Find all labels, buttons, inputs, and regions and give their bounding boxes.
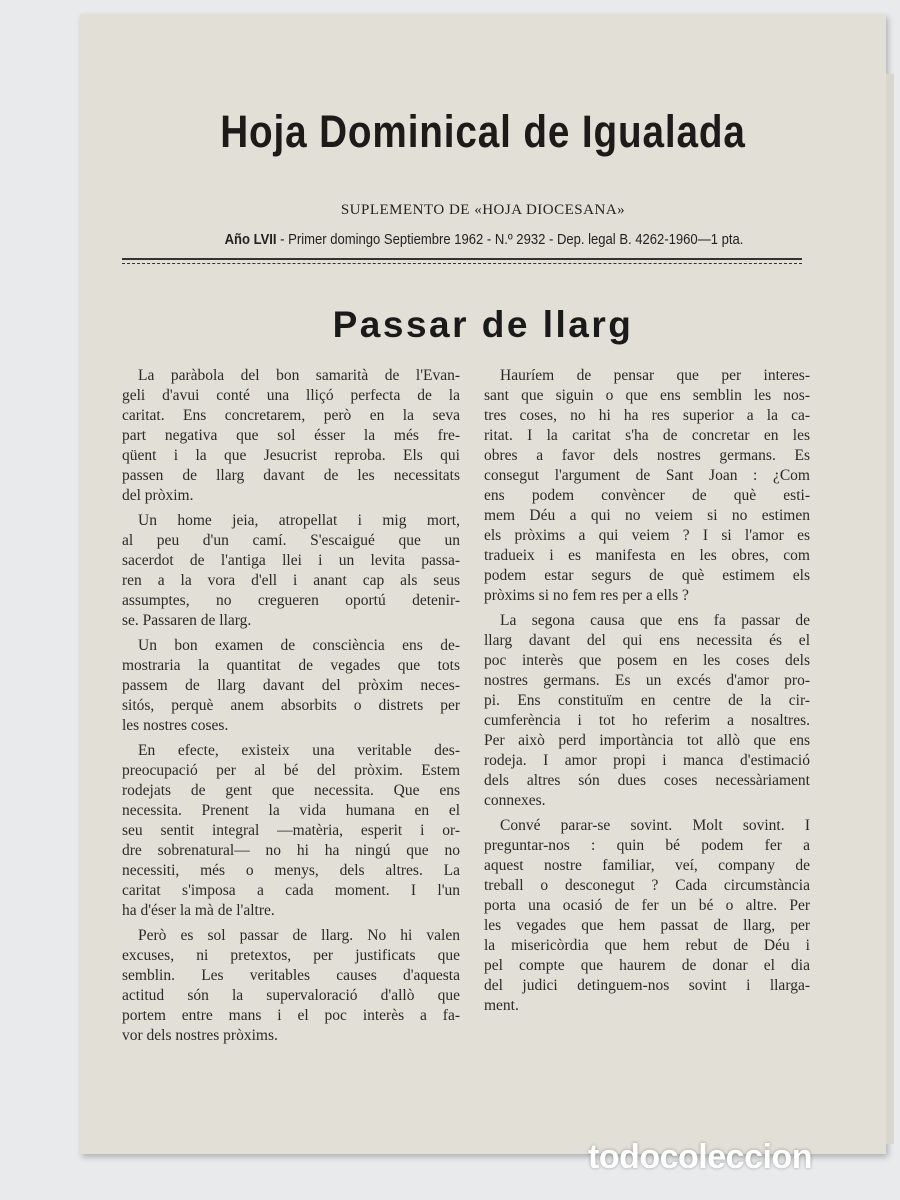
text-line: les vegades que hem passat de llarg, per <box>484 917 810 934</box>
masthead-title: Hoja Dominical de Igualada <box>220 106 746 157</box>
paragraph <box>484 816 810 1016</box>
right-column <box>484 366 810 1021</box>
paragraph <box>122 636 460 736</box>
text-line: geli d'avui conté una lliçó perfecta de la <box>122 387 460 404</box>
text-line: del pròxim. <box>122 487 194 504</box>
issue-info <box>158 232 810 248</box>
left-column <box>122 366 460 1051</box>
text-line: obres a favor dels nostres germans. Es <box>484 447 810 464</box>
text-line: llarg davant del qui ens necessita és el <box>484 632 810 649</box>
text-line: Hauríem de pensar que per interes- <box>500 367 810 384</box>
text-line: caritat. Ens concretarem, però en la seva <box>122 407 460 424</box>
text-line: passen de llarg davant de les necessitats <box>122 467 460 484</box>
text-line: La paràbola del bon samarità de l'Evan- <box>138 367 460 384</box>
text-line: En efecte, existeix una veritable des- <box>138 742 460 759</box>
masthead-divider <box>122 258 802 264</box>
article-heading: Passar de llarg <box>332 304 634 345</box>
text-line: nostres germans. Es un excés d'amor pro- <box>484 672 810 689</box>
text-line: semblin. Les veritables causes d'aquesta <box>122 967 460 984</box>
text-line: mostraria la quantitat de vegades que tots <box>122 657 460 674</box>
text-line: pi. Ens constituïm en centre de la cir- <box>484 692 810 709</box>
text-line: dels altres són dues coses necessàriament <box>484 772 810 789</box>
text-line: sacerdot de l'antiga llei i un levita passa- <box>122 552 460 569</box>
text-line: la misericòrdia que hem rebut de Déu i <box>484 937 810 954</box>
text-line: els pròxims a qui veiem ? I si l'amor es <box>484 527 810 544</box>
text-line: mem Déu a qui no veiem si no estimen <box>484 507 810 524</box>
text-line: ens podem convèncer de què esti- <box>484 487 810 504</box>
masthead-subtitle: SUPLEMENTO DE «HOJA DIOCESANA» <box>340 202 626 218</box>
text-line: caritat s'imposa a cada moment. I l'un <box>122 882 460 899</box>
text-line: pel compte que haurem de donar el dia <box>484 957 810 974</box>
text-line: passem de llarg davant del pròxim neces- <box>122 677 460 694</box>
text-line: preocupació per al bé del pròxim. Estem <box>122 762 460 779</box>
text-line: preguntar-nos : quin bé podem fer a <box>484 837 810 854</box>
text-line: aquest nostre familiar, veí, company de <box>484 857 810 874</box>
text-line: rodeja. I amor propi i manca d'estimació <box>484 752 810 769</box>
paragraph <box>484 611 810 811</box>
text-line: tres coses, no hi ha res superior a la ca- <box>484 407 810 424</box>
text-line: del judici detinguem-nos sovint i llarga- <box>484 977 810 994</box>
text-line: pròxims si no fem res per a ells ? <box>484 587 689 604</box>
text-line: qüent i la que Jesucrist reproba. Els qui <box>122 447 460 464</box>
text-line: consegut l'argument de Sant Joan : ¿Com <box>484 467 810 484</box>
paragraph <box>122 741 460 921</box>
text-line: ritat. I la caritat s'ha de concretar en les <box>484 427 810 444</box>
text-line: necessita. Prenent la vida humana en el <box>122 802 460 819</box>
text-line: ha d'éser la mà de l'altre. <box>122 902 275 919</box>
text-line: Un bon examen de consciència ens de- <box>138 637 460 654</box>
text-line: excuses, ni pretextos, per justificats que <box>122 947 460 964</box>
paragraph <box>122 511 460 631</box>
issue-year: Año LVII <box>224 232 277 248</box>
paragraph <box>122 366 460 506</box>
text-line: Però es sol passar de llarg. No hi valen <box>138 927 460 944</box>
text-line: se. Passaren de llarg. <box>122 612 252 629</box>
text-line: podem estar segurs de què estimem els <box>484 567 810 584</box>
text-line: Convé parar-se sovint. Molt sovint. I <box>500 817 810 834</box>
text-line: poc interès que posem en les coses dels <box>484 652 810 669</box>
paragraph <box>122 926 460 1046</box>
text-line: treball o desconegut ? Cada circumstància <box>484 877 810 894</box>
text-line: al peu d'un camí. S'escaigué que un <box>122 532 460 549</box>
issue-details: - Primer domingo Septiembre 1962 - N.º 2932 - Dep. legal B. 4262-1960—1 pta. <box>276 232 744 248</box>
text-line: seu sentit integral —matèria, esperit i or- <box>122 822 460 839</box>
newspaper-page <box>80 14 886 1154</box>
text-line: les nostres coses. <box>122 717 229 734</box>
text-line: assumptes, no cregueren oportú detenir- <box>122 592 460 609</box>
text-line: dre sobrenatural— no hi ha ningú que no <box>122 842 460 859</box>
text-line: ren a la vora d'ell i anant cap als seus <box>122 572 460 589</box>
text-line: sant que siguin o que ens semblin les nos- <box>484 387 810 404</box>
text-line: Un home jeia, atropellat i mig mort, <box>138 512 460 529</box>
text-line: connexes. <box>484 792 546 809</box>
text-line: Per això perd importància tot allò que ens <box>484 732 810 749</box>
text-line: ment. <box>484 997 519 1014</box>
text-line: part negativa que sol ésser la més fre- <box>122 427 460 444</box>
text-line: La segona causa que ens fa passar de <box>500 612 810 629</box>
text-line: sitós, perquè anem absorbits o distrets per <box>122 697 460 714</box>
text-line: actitud són la supervaloració d'allò que <box>122 987 460 1004</box>
text-line: rodejats de gent que necessita. Que ens <box>122 782 460 799</box>
text-line: tradueix i es manifesta en les obres, com <box>484 547 810 564</box>
text-line: cumferència i tot ho referim a nosaltres. <box>484 712 810 729</box>
text-line: necessiti, més o menys, dels altres. La <box>122 862 460 879</box>
text-line: porta una ocasió de fer un bé o altre. Per <box>484 897 810 914</box>
text-line: portem entre mans i el poc interès a fa- <box>122 1007 460 1024</box>
text-line: vor dels nostres pròxims. <box>122 1027 278 1044</box>
todocoleccion-watermark-logo: todocoleccion <box>588 1138 812 1176</box>
paragraph <box>484 366 810 606</box>
